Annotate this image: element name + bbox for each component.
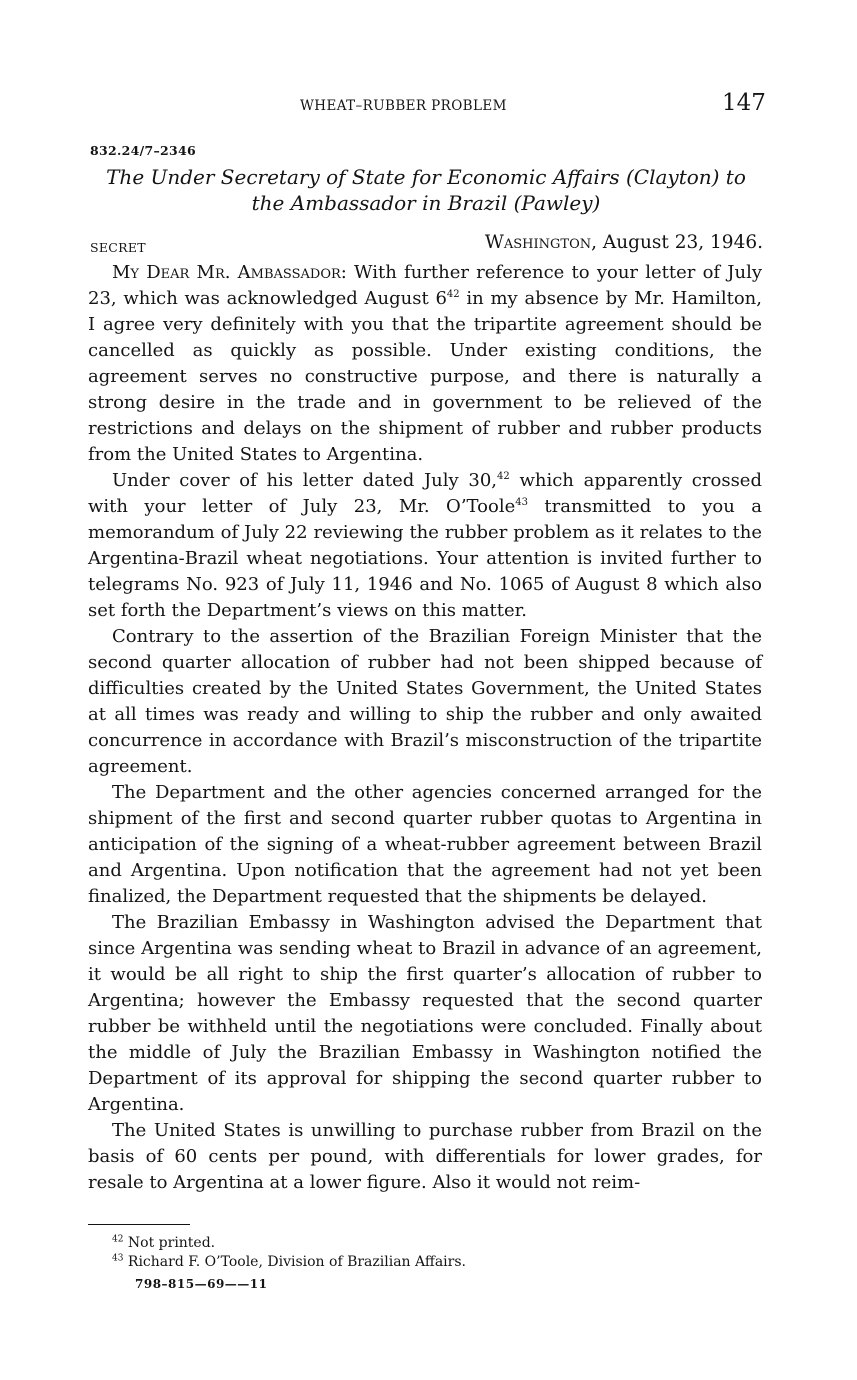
paragraph-text: in my absence by Mr. Hamilton, I agree very definitely with you that the tripartite agreement should be cancelled as quickly as possible. Under existing conditions, the agreement serves no constructive purpose, and there is naturally a strong desire in the trade and in government to be relieved of the restrictions and delays on the shipment of rubber and rubber products from the United States to Argentina.	[88, 288, 762, 465]
document-heading: The Under Secretary of State for Economic Affairs (Clayton) to the Ambassador in Brazil (Pawley)	[106, 165, 746, 215]
footnotes	[112, 1234, 752, 1272]
classification-label: SECRET	[90, 240, 146, 255]
footnote-marker: 42	[112, 1234, 124, 1245]
footnote-text: Richard F. O’Toole, Division of Brazilian Affairs.	[127, 1254, 466, 1270]
paragraph-text: Under cover of his letter dated July 30,	[112, 470, 498, 491]
footnote-42	[112, 1234, 752, 1253]
print-code: 798–815—69——11	[135, 1277, 268, 1291]
dateline-date: August 23, 1946.	[602, 232, 763, 253]
footnote-ref-42: 42	[497, 471, 510, 482]
paragraph-3: Contrary to the assertion of the Brazilian Foreign Minister that the second quarter allocation of rubber had not been shipped because of difficulties created by the United States Government, the United States at all times was ready and willing to ship the rubber and only awaited concurrence in accordance with Brazil’s misconstruction of the tripartite agreement.	[88, 626, 762, 777]
footnote-ref-43: 43	[515, 497, 528, 508]
file-number: 832.24/7–2346	[90, 143, 197, 158]
paragraph-text: which apparently crossed with your letter of July 23, Mr. O’Toole	[88, 470, 762, 517]
dateline-place: Washington,	[484, 232, 597, 253]
paragraph-4: The Department and the other agencies concerned arranged for the shipment of the first and second quarter rubber quotas to Argentina in anticipation of the signing of a wheat-rubber agreement between Brazil and Argentina. Upon notification that the agreement had not yet been finalized, the Department requested that the shipments be delayed.	[88, 782, 762, 907]
paragraph-1	[88, 260, 762, 468]
footnote-marker: 43	[112, 1253, 124, 1264]
paragraph-2	[88, 468, 762, 624]
paragraph-6: The United States is unwilling to purchase rubber from Brazil on the basis of 60 cents per pound, with differentials for lower grades, for resale to Argentina at a lower figure. Also it would not reim-	[88, 1120, 762, 1193]
salutation: My Dear Mr. Ambassador:	[112, 262, 347, 283]
footnote-43	[112, 1253, 752, 1272]
page-number: 147	[722, 90, 766, 116]
paragraph-text: With further reference to your letter of July 23, which was acknowledged August 6	[88, 262, 763, 309]
letter-body	[88, 260, 762, 1196]
footnote-ref-42: 42	[446, 289, 460, 300]
paragraph-5: The Brazilian Embassy in Washington advised the Department that since Argentina was sending wheat to Brazil in advance of an agreement, it would be all right to ship the first quarter’s allocation of rubber to Argentina; however the Embassy requested that the second quarter rubber be withheld until the negotiations were concluded. Finally about the middle of July the Brazilian Embassy in Washington notified the Department of its approval for shipping the second quarter rubber to Argentina.	[88, 912, 762, 1115]
paragraph-text: transmitted to you a memorandum of July 22 reviewing the rubber problem as it relates to the Argentina-Brazil wheat negotiations. Your attention is invited further to telegrams No. 923 of July 11, 1946 and No. 1065 of August 8 which also set forth the Department’s views on this matter.	[88, 496, 763, 621]
footnote-divider	[88, 1224, 190, 1225]
dateline	[485, 232, 763, 253]
running-title: WHEAT–RUBBER PROBLEM	[300, 98, 507, 114]
footnote-text: Not printed.	[127, 1235, 216, 1251]
